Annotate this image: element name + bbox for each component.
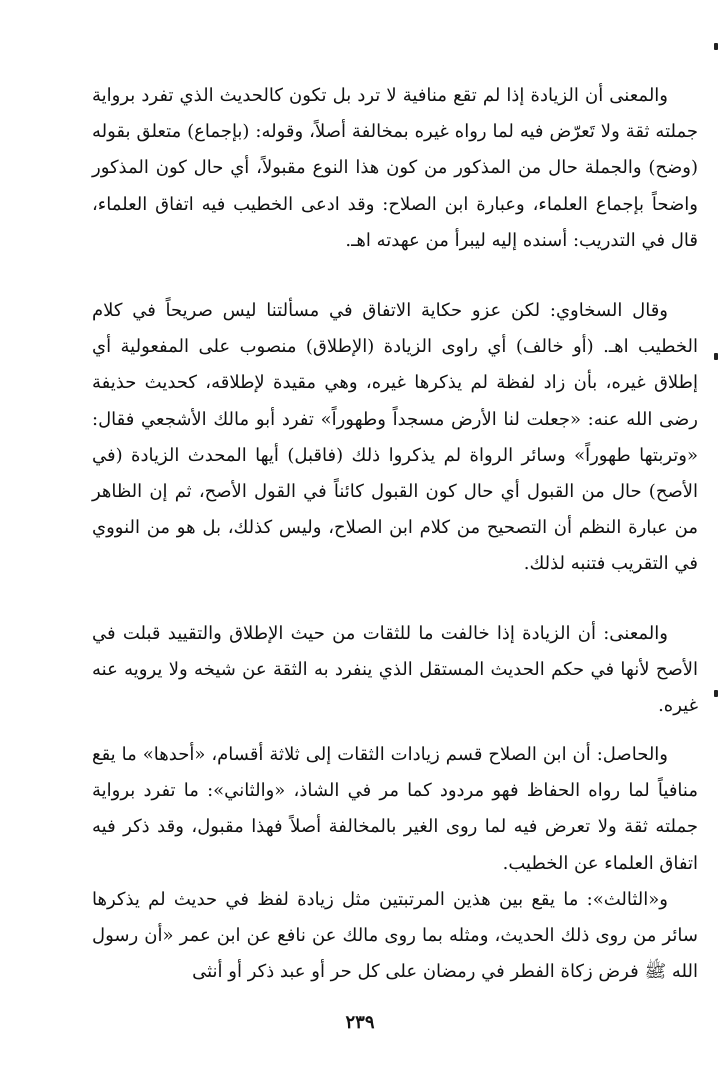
text-block bbox=[92, 616, 698, 725]
margin-mark bbox=[714, 43, 718, 50]
text-block bbox=[92, 78, 698, 259]
text-block bbox=[92, 737, 698, 990]
paragraph-meaning: والمعنى أن الزيادة إذا لم تقع منافية لا ترد بل تكون كالحديث الذي تفرد برواية جملته ثقة ولا تَعرّض فيه لما رواه غيره بمخالفة أصلاً، وقوله: (بإجماع) متعلق بقوله (وضح) والجملة حال من المذكور من كون هذا النوع مقبولاً، أي حال كون المذكور واضحاً بإجماع العلماء، وعبارة ابن الصلاح: وقد ادعى الخطيب فيه اتفاق العلماء، قال في التدريب: أسنده إليه ليبرأ من عهدته اهـ. bbox=[92, 85, 698, 251]
margin-mark bbox=[714, 353, 718, 360]
paragraph-summary: والحاصل: أن ابن الصلاح قسم زيادات الثقات إلى ثلاثة أقسام، «أحدها» ما يقع منافياً لما رواه الحفاظ فهو مردود كما مر في الشاذ، «والثاني»: ما تفرد برواية جملته ثقة ولا تعرض فيه لما روى الغير بالمخالفة أصلاً فهذا مقبول، وقد ذكر فيه اتفاق العلماء عن الخطيب. bbox=[92, 744, 698, 874]
paragraph-meaning-2: والمعنى: أن الزيادة إذا خالفت ما للثقات من حيث الإطلاق والتقييد قبلت في الأصح لأنها في حكم الحديث المستقل الذي ينفرد به الثقة عن شيخه ولا يرويه عنه غيره. bbox=[92, 623, 698, 717]
paragraph-third: و«الثالث»: ما يقع بين هذين المرتبتين مثل زيادة لفظ في حديث لم يذكرها سائر من روى ذلك الحديث، ومثله بما روى مالك عن نافع عن ابن عمر «أن رسول الله ﷺ فرض زكاة الفطر في رمضان على كل حر أو عبد ذكر أو أنثى bbox=[92, 888, 698, 983]
page-number: ٢٣٩ bbox=[345, 1012, 375, 1033]
margin-mark bbox=[714, 690, 718, 697]
paragraph-sakhawi: وقال السخاوي: لكن عزو حكاية الاتفاق في مسألتنا ليس صريحاً في كلام الخطيب اهـ. (أو خالف) أي راوى الزيادة (الإطلاق) منصوب على المفعولية أي إطلاق غيره، بأن زاد لفظة لم يذكرها غيره، وهي مقيدة لإطلاقه، كحديث حذيفة رضى الله عنه: «جعلت لنا الأرض مسجداً وطهوراً» تفرد أبو مالك الأشجعي فقال: «وتربتها طهوراً» وسائر الرواة لم يذكروا ذلك (فاقبل) أيها المحدث الزيادة (في الأصح) حال من القبول أي حال كون القبول كائناً في القول الأصح، ثم إن الظاهر من عبارة النظم أن التصحيح من كلام ابن الصلاح، وليس كذلك، بل هو من النووي في التقريب فتنبه لذلك. bbox=[92, 300, 698, 575]
text-block bbox=[92, 293, 698, 583]
